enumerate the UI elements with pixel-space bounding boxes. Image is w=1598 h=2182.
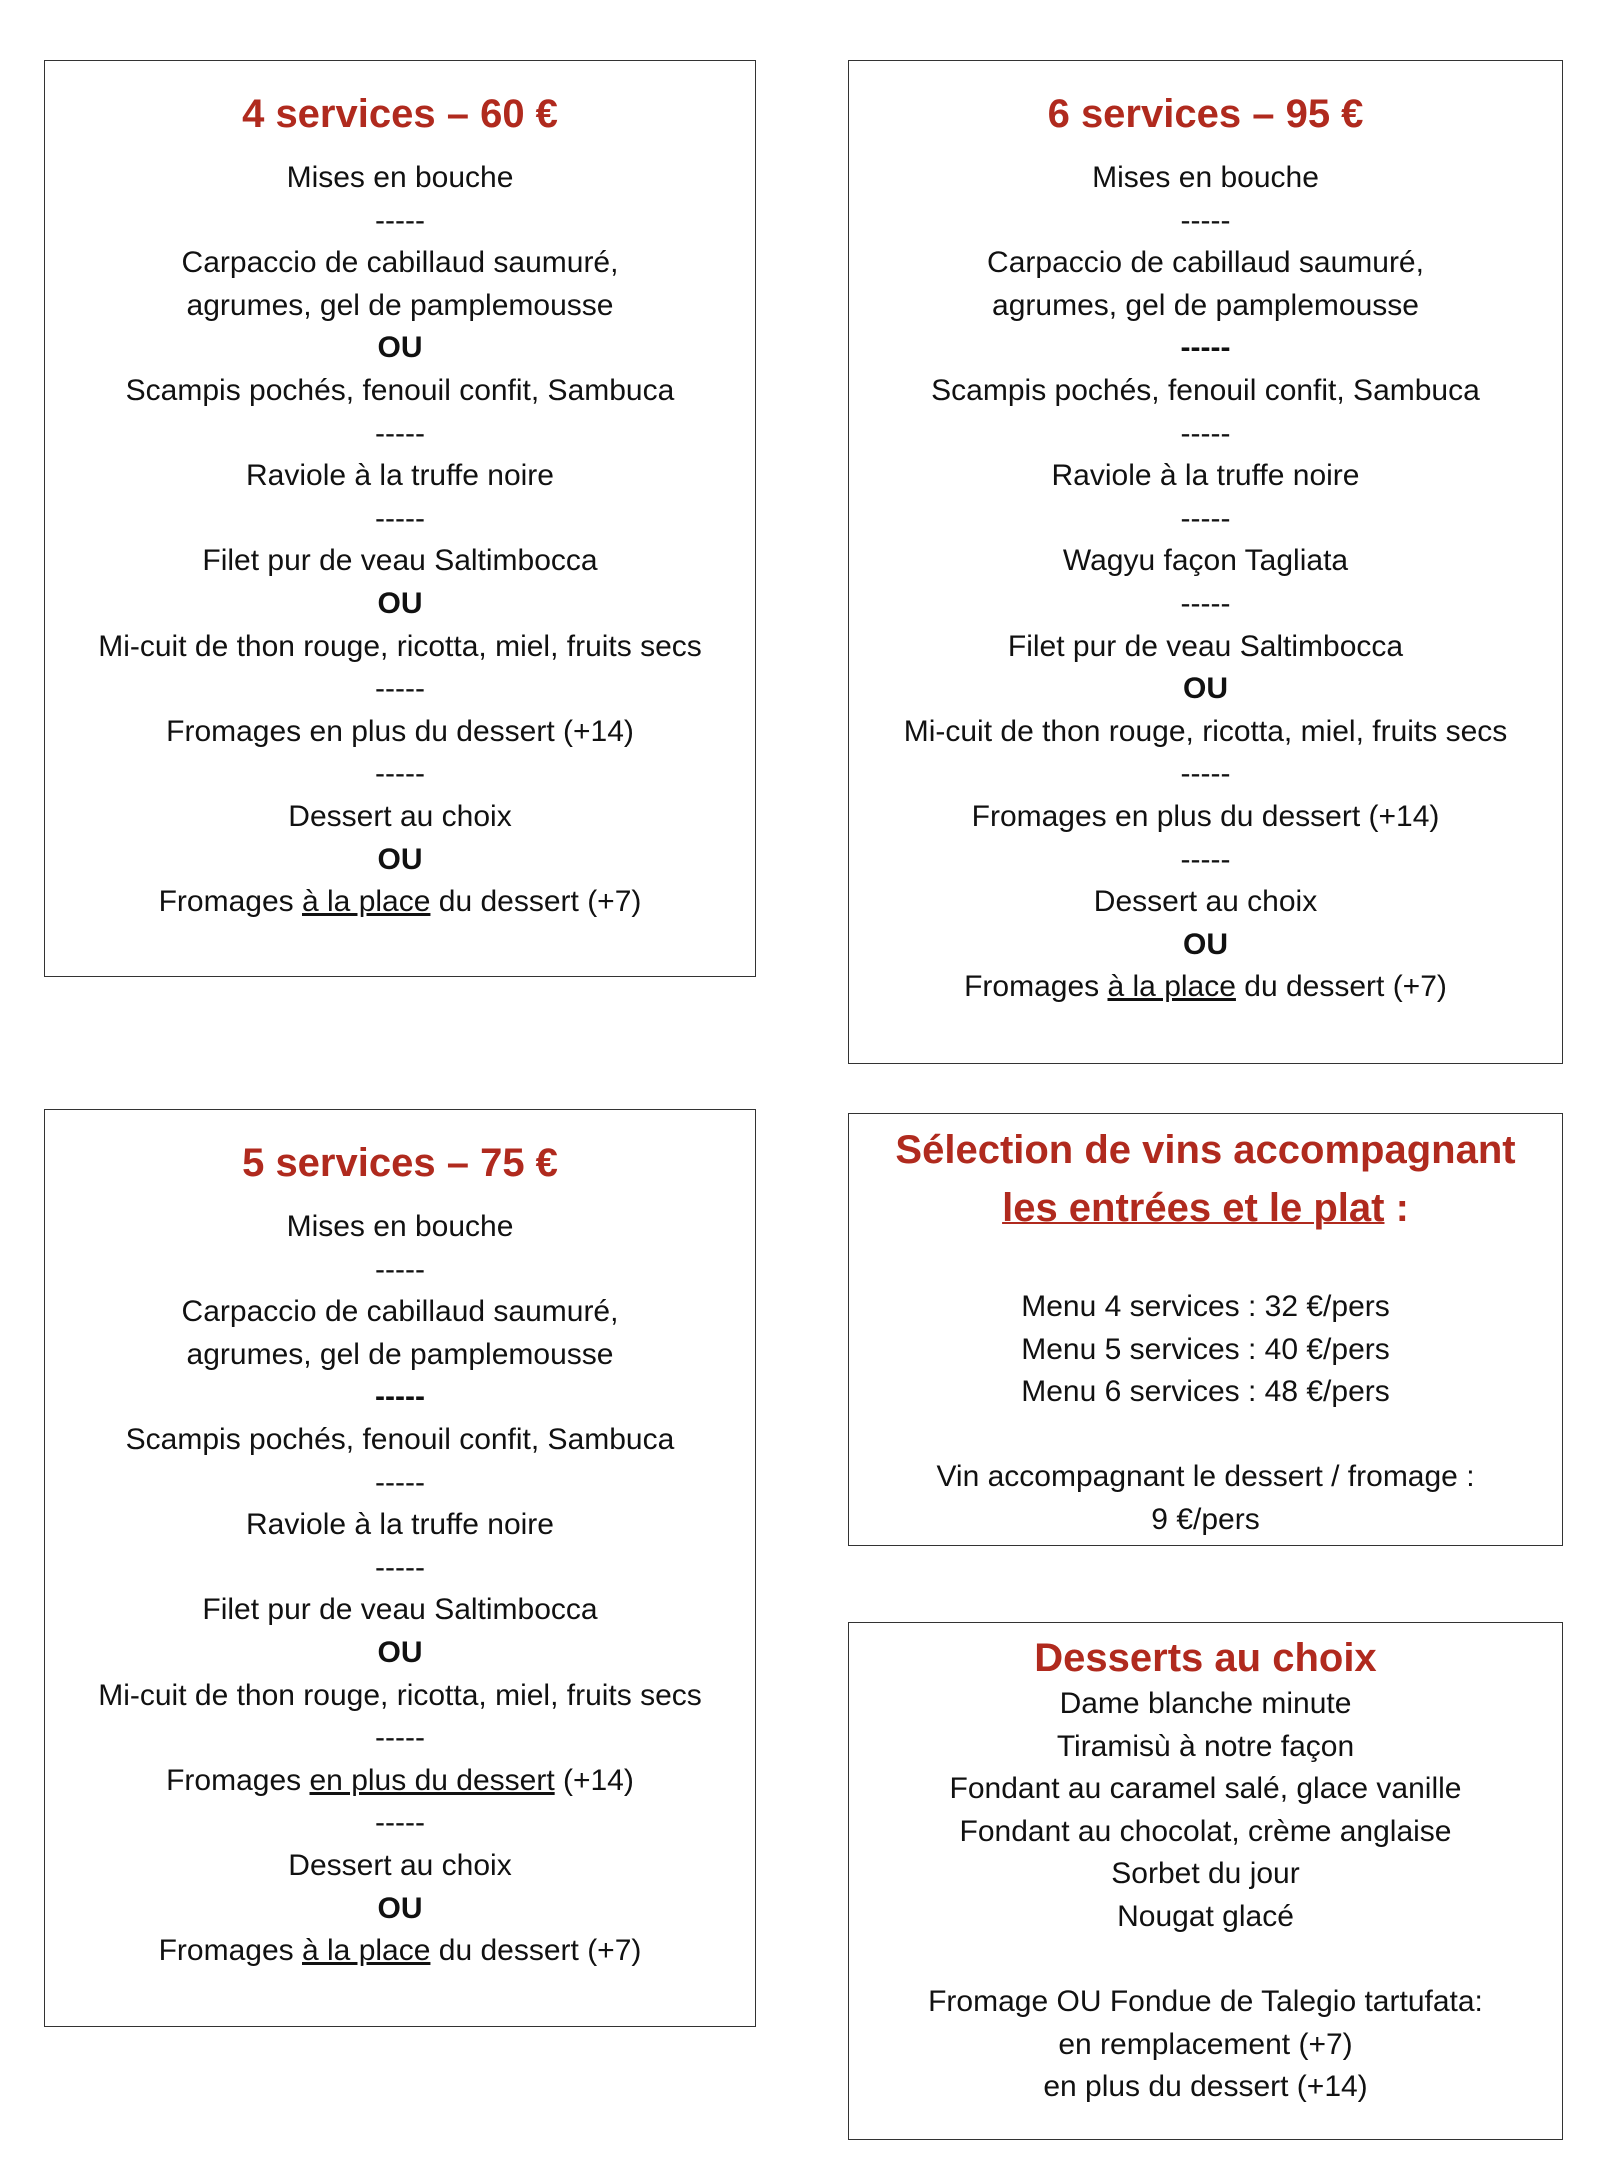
course-line [45,881,755,924]
dessert-item: Nougat glacé [1117,1899,1294,1933]
wine-price-line: Menu 6 services : 48 €/pers [1021,1375,1390,1409]
course-divider: ----- [1180,842,1231,876]
course-divider: ----- [375,672,425,706]
course-divider: ----- [1180,203,1231,237]
course-line: Filet pur de veau Saltimbocca [1007,629,1404,663]
menu-title: 6 services – 95 € [1047,92,1364,136]
blank-line [849,1939,1562,1982]
dessert-item: Fromage OU Fondue de Talegio tartufata: [928,1985,1483,2019]
desserts-box [848,1622,1563,2140]
course-line: Dessert au choix [1093,885,1318,919]
dessert-item: Tiramisù à notre façon [1056,1729,1355,1763]
dessert-item: Fondant au caramel salé, glace vanille [949,1772,1462,1806]
course-line [849,966,1562,1009]
course-text: Fromages [166,1763,310,1797]
course-line: Dessert au choix [288,1848,512,1882]
course-line: Mi-cuit de thon rouge, ricotta, miel, fruits secs [98,1678,702,1712]
course-line: Mi-cuit de thon rouge, ricotta, miel, fruits secs [903,714,1508,748]
course-divider: ----- [375,203,425,237]
underlined-text: à la place [1107,970,1236,1004]
course-divider: ----- [1180,501,1231,535]
dessert-item: en plus du dessert (+14) [1043,2070,1368,2104]
course-line: Carpaccio de cabillaud saumuré, [181,1295,619,1329]
underlined-text: à la place [302,1934,431,1968]
menu-course-list [849,157,1562,1009]
or-separator: OU [1183,927,1228,961]
menu-5-services-box [44,1109,756,2027]
or-separator: OU [1183,672,1228,706]
course-line: Fromages en plus du dessert (+14) [166,714,634,748]
course-text: Fromages [964,970,1108,1004]
wine-title-underlined: les entrées et le plat [1002,1186,1385,1230]
course-line: Fromages en plus du dessert (+14) [971,799,1440,833]
course-line: Scampis pochés, fenouil confit, Sambuca [931,373,1480,407]
dessert-item: Dame blanche minute [1059,1687,1352,1720]
course-line: Filet pur de veau Saltimbocca [202,544,598,578]
course-line [45,1930,755,1973]
dessert-item: en remplacement (+7) [1058,2027,1353,2061]
menu-title: 5 services – 75 € [242,1141,558,1185]
underlined-text: en plus du dessert [309,1763,555,1797]
wine-price-line: Menu 5 services : 40 €/pers [1021,1332,1390,1366]
course-line: Wagyu façon Tagliata [1062,544,1349,578]
wine-price-list [849,1286,1562,1542]
course-line: agrumes, gel de pamplemousse [186,288,614,322]
course-divider: ----- [375,501,425,535]
menu-4-services-box [44,60,756,977]
course-text: Fromages [158,1934,302,1968]
course-line: Carpaccio de cabillaud saumuré, [987,246,1424,280]
course-divider: ----- [375,757,425,791]
menu-title: 4 services – 60 € [242,92,558,136]
course-text: du dessert (+7) [430,1934,642,1968]
course-divider: ----- [375,1465,425,1499]
course-divider: ----- [1180,586,1231,620]
course-line [45,1760,755,1803]
wine-price-line: Vin accompagnant le dessert / fromage : [936,1460,1475,1494]
course-line: Mi-cuit de thon rouge, ricotta, miel, fruits secs [98,629,702,663]
course-divider: ----- [375,1721,425,1755]
course-divider: ----- [375,1806,425,1840]
course-divider: ----- [375,1550,425,1584]
wine-selection-box [848,1113,1563,1546]
blank-line [849,1414,1562,1457]
course-divider: ----- [1180,757,1231,791]
course-text: Fromages [158,885,302,919]
course-line: Raviole à la truffe noire [246,1508,554,1542]
course-line: Mises en bouche [286,1210,514,1243]
wine-price-line: 9 €/pers [1151,1502,1260,1536]
dessert-item: Sorbet du jour [1111,1857,1300,1891]
course-divider: ----- [375,1380,425,1414]
course-divider: ----- [1180,416,1231,450]
course-line: Scampis pochés, fenouil confit, Sambuca [125,373,675,407]
course-text: du dessert (+7) [430,885,642,919]
wine-title-line1: Sélection de vins accompagnant [895,1128,1516,1172]
course-line: Scampis pochés, fenouil confit, Sambuca [125,1422,675,1456]
course-line: agrumes, gel de pamplemousse [992,288,1419,322]
desserts-title: Desserts au choix [1034,1636,1377,1680]
course-line: Filet pur de veau Saltimbocca [202,1593,598,1627]
course-line: Raviole à la truffe noire [246,459,554,493]
or-separator: OU [377,1891,423,1925]
or-separator: OU [377,331,423,365]
course-line: agrumes, gel de pamplemousse [186,1337,614,1371]
wine-title [849,1121,1562,1237]
wine-price-line: Menu 4 services : 32 €/pers [1021,1290,1390,1323]
menu-course-list [45,1206,755,1973]
course-line: Mises en bouche [286,161,514,194]
wine-title-suffix: : [1384,1186,1409,1230]
or-separator: OU [377,842,423,876]
or-separator: OU [377,1635,423,1669]
dessert-list [849,1683,1562,2109]
underlined-text: à la place [302,885,431,919]
or-separator: OU [377,586,423,620]
course-line: Raviole à la truffe noire [1051,459,1360,493]
course-divider: ----- [1180,331,1231,365]
course-divider: ----- [375,416,425,450]
course-text: du dessert (+7) [1235,970,1447,1004]
course-divider: ----- [375,1252,425,1286]
course-line: Carpaccio de cabillaud saumuré, [181,246,619,280]
menu-6-services-box [848,60,1563,1064]
dessert-item: Fondant au chocolat, crème anglaise [959,1814,1452,1848]
course-text: (+14) [554,1763,634,1797]
course-line: Mises en bouche [1092,161,1319,194]
menu-course-list [45,157,755,924]
course-line: Dessert au choix [288,799,512,833]
